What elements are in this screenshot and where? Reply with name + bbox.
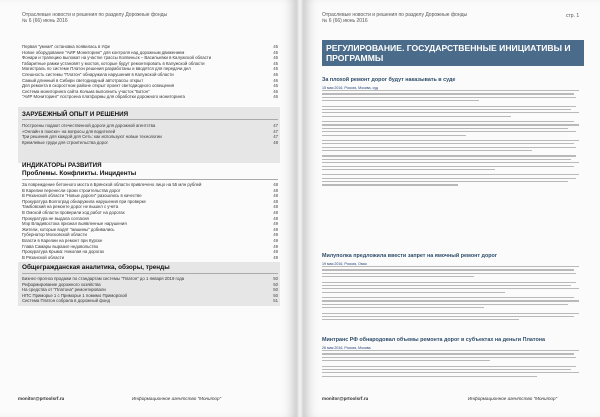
toc-entry-page: 48 — [273, 215, 278, 221]
toc-entry-title: "АИР Мониторинг" построена платформы для обработки дорожного мониторинга — [22, 94, 185, 100]
toc-entry-title: На средства от "Платона" ремонтировали — [22, 287, 106, 293]
toc-entry-title: Система мониторинга сайта Кольма выполнить участок "Батон" — [22, 88, 150, 94]
toc-entry-title: Бизнес-прогноз продажи по стандартам системы "Платон" до 1 января 2019 года — [22, 276, 185, 281]
left-footer-email[interactable]: monitor@prtoolsrf.ru — [18, 396, 65, 401]
toc-entry-page: 46 — [273, 71, 278, 77]
toc-entry-title: Для ремонта в скоростном районе открыт проект светодиодного освещения — [22, 83, 175, 89]
article-1-title[interactable]: За плохой ремонт дорог будут наказывать в суде — [322, 77, 456, 83]
toc-entry-page: 49 — [273, 254, 278, 260]
toc-entry-page: 46 — [273, 83, 278, 89]
toc-entry-page: 50 — [273, 287, 278, 293]
toc-entry-page: 46 — [273, 94, 278, 100]
article-2-meta: 19 мая 2016, Россия, Омск — [322, 262, 367, 266]
toc-entry-page: 47 — [273, 134, 278, 140]
toc-entry[interactable] — [22, 94, 278, 100]
right-running-header — [322, 12, 467, 24]
article-2-title[interactable]: Милуполка предложила ввести запрет на ямочный ремонт дорог — [322, 253, 498, 259]
toc-entry-page: 45 — [273, 44, 278, 49]
article-2-body — [322, 262, 584, 323]
toc-entry-page: 47 — [273, 128, 278, 134]
toc-entry[interactable] — [22, 298, 278, 304]
article-3-title[interactable]: Минтранс РФ обнародовал объемы ремонта дорог в субъектах на деньги Платона — [322, 337, 546, 343]
toc-entry-title: В Карелии перенесли сроки строительства дорог — [22, 187, 121, 193]
article-3-meta: 26 мая 2016, Россия, Москва — [322, 346, 371, 350]
right-footer-email[interactable]: monitor@prtoolsrf.ru — [322, 396, 369, 401]
toc-entry-page: 49 — [273, 237, 278, 243]
toc-entry-page: 51 — [273, 298, 278, 304]
toc-entry[interactable] — [22, 140, 278, 146]
toc-entry-page: 50 — [273, 292, 278, 298]
toc-entry-page: 50 — [273, 276, 278, 281]
section-title-regulation: РЕГУЛИРОВАНИЕ. ГОСУДАРСТВЕННЫЕ ИНИЦИАТИВЫ И ПРОГРАММЫ — [322, 40, 584, 66]
right-header-line-1: Отраслевые новости и решения по разделу Дорожные фонды — [322, 12, 468, 18]
left-header-line-2: № 6 (66) июнь 2016 — [22, 18, 68, 24]
section-experience-heading: ЗАРУБЕЖНЫЙ ОПЫТ И РЕШЕНИЯ — [22, 111, 129, 118]
section-indicators-heading: ИНДИКАТОРЫ РАЗВИТИЯ — [22, 162, 102, 169]
toc-entry-title: Магистраль по системе Платон решения разработаны и вводятся для передачи дел — [22, 66, 191, 72]
toc-entry-page: 45 — [273, 49, 278, 55]
book-gutter — [296, 0, 304, 417]
toc-entry-title: Прокуратура Крыма: Николая на дорогах — [22, 249, 105, 255]
toc-entry-title: Новое оборудование "АИР Мониторинг" для контроля над дорожным движением — [22, 49, 185, 55]
divider — [22, 273, 278, 274]
toc-entry-page: 49 — [273, 221, 278, 227]
toc-entry-title: Самый длинный в Сибири светодиодный автотрассы открыт — [22, 77, 144, 83]
toc-entry-title: За повреждение бетонного моста в Брянской области привлечено лицо на 55 млн рублей — [22, 182, 202, 187]
toc-entry-title: В Омской области проверили ход работ на дорогах — [22, 209, 125, 215]
toc-indicators-list — [22, 182, 278, 260]
toc-entry-page: 47 — [273, 123, 278, 128]
toc-entry-title: НПС Приморье 1 с Приморье 1 помимо Приморской — [22, 292, 127, 298]
left-footer-agency: Информационное агентство "Монитор" — [132, 396, 222, 401]
toc-entry-title: Власти в Карелии на ремонт при Курске — [22, 237, 103, 243]
toc-entry-title: Габаритные рамки установят у мостов, которые будут ремонтировать в Калужской области — [22, 60, 205, 66]
toc-entry-title: В Рязанской области — [22, 254, 64, 260]
toc-experience-list — [22, 123, 278, 145]
toc-entry-title: Прокуратура не выдала согласия — [22, 215, 89, 221]
divider — [22, 179, 278, 180]
divider — [22, 119, 278, 120]
left-page — [0, 0, 296, 417]
article-1-body — [322, 86, 584, 188]
toc-entry-page: 48 — [273, 193, 278, 199]
toc-entry-page: 46 — [273, 77, 278, 83]
toc-entry-page: 48 — [273, 209, 278, 215]
right-footer-agency: Информационное агентство "Монитор" — [468, 396, 558, 401]
toc-entry-page: 48 — [273, 204, 278, 210]
toc-entry-page: 48 — [273, 139, 278, 145]
toc-entry-title: Спешность системы "Платон" обнаружила нарушения в Калужской области — [22, 71, 174, 77]
toc-analytics-list — [22, 276, 278, 304]
article-3-body — [322, 346, 584, 379]
toc-entry-title: Фонари и трапецию выложат на участке трассы Колвеньск – Васильевки в Калужской области — [22, 55, 212, 61]
left-header-line-1: Отраслевые новости и решения по разделу Дорожные фонды — [22, 12, 168, 18]
toc-entry-title: Построены подают отечественной дороги для дорожной агентства — [22, 123, 156, 128]
toc-entry-page: 49 — [273, 226, 278, 232]
toc-entry-page: 46 — [273, 88, 278, 94]
right-header-line-2: № 6 (66) июнь 2016 — [322, 18, 368, 24]
toc-entry-page: 49 — [273, 232, 278, 238]
toc-entry-page: 45 — [273, 66, 278, 72]
section-indicators-subheading: Проблемы. Конфликты. Инциденты — [22, 170, 137, 177]
section-analytics-heading: Общегражданская аналитика, обзоры, тренды — [22, 264, 170, 271]
toc-entry-title: «Онлайн в поиске» на вопросы для водителей — [22, 128, 116, 134]
toc-entry-title: Тамбовский на ремонте дорог не вышел с учета — [22, 204, 119, 210]
toc-entry-page: 45 — [273, 55, 278, 61]
toc-entry-page: 49 — [273, 243, 278, 249]
toc-entry[interactable] — [22, 255, 278, 261]
toc-entry-page: 48 — [273, 182, 278, 187]
toc-entry-title: Реформирование дорожного хозяйства — [22, 281, 101, 287]
toc-entry-page: 48 — [273, 198, 278, 204]
article-1-meta: 15 мая 2016, Россия, Москва, суд — [322, 86, 379, 90]
toc-entry-page: 49 — [273, 249, 278, 255]
toc-entry-title: В Рязанской области "Новые дороги" разошлись в качестве — [22, 193, 142, 199]
toc-entry-title: Жители, которые водят "машины" добивались — [22, 226, 115, 232]
toc-entry-page: 48 — [273, 187, 278, 193]
toc-entry-title: Губернатор Московской области — [22, 232, 87, 238]
toc-entry-title: Глава Самары выразил недовольство — [22, 243, 99, 249]
toc-entry-title: Прокуратура Волгоград обнаружила нарушения при проверке — [22, 198, 146, 204]
page-number: стр. 1 — [566, 13, 580, 19]
toc-top-list — [22, 44, 278, 100]
toc-entry-title: Три решения для каждой для Сеть: как используют новые технологии — [22, 134, 162, 140]
toc-entry-title: Кремлевые груди для строительства дорог — [22, 139, 109, 145]
toc-entry-title: Первая "умная" остановка появилась в Уфе — [22, 44, 111, 49]
toc-entry-title: Мэр Владивостока признал выявленные нарушения — [22, 221, 127, 227]
left-running-header — [22, 12, 167, 24]
toc-entry-page: 50 — [273, 281, 278, 287]
toc-entry-page: 45 — [273, 60, 278, 66]
toc-entry-title: Система Платон собрала в дорожный фонд — [22, 298, 111, 304]
